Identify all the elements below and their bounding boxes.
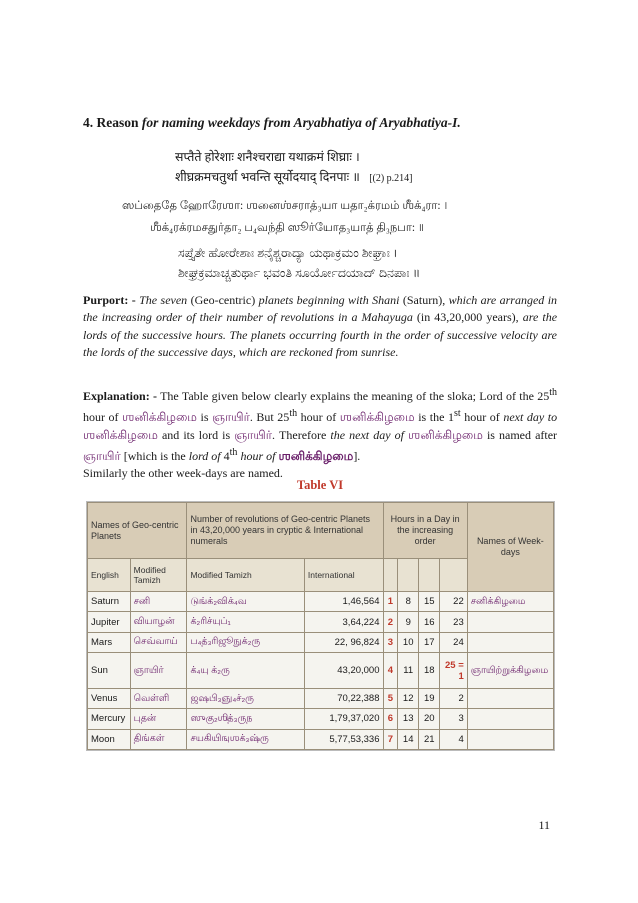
cell-english: Moon — [88, 729, 131, 749]
cell-tamil-name: திங்கள் — [130, 729, 187, 749]
cell-cryptic: டுங்க்₂விக்₄வ — [187, 592, 304, 612]
cell-weekday — [467, 632, 553, 652]
verse-kannada-line-2: ಶೀಘ್ರಕ್ರಮಾಚ್ಚತುರ್ಥಾ ಭವಂತಿ ಸೂರ್ಯೋದಯಾದ್ ದಿನಪಾಃ ॥ — [178, 266, 421, 280]
cell-hour-2: 13 — [398, 709, 419, 729]
cell-hour-1: 3 — [383, 632, 398, 652]
cell-hour-1: 2 — [383, 612, 398, 632]
cell-tamil-name: புதன் — [130, 709, 187, 729]
subheader-english: English — [88, 559, 131, 592]
cell-cryptic: க்₂ரிச்யுப்₁ — [187, 612, 304, 632]
cell-international: 1,79,37,020 — [304, 709, 383, 729]
subheader-international: International — [304, 559, 383, 592]
verse-tamil-line-1: ஸப்தைதே ஹோரேஶா: ஶனைஶ்சராத்₃யா யதா₂க்ரமம் ஶீக்₄ரா: । — [122, 200, 448, 212]
cell-hour-3: 19 — [419, 688, 440, 708]
verse-devanagari-line-2: शीघ्रक्रमचतुर्था भवन्ति सूर्योदयाद् दिनपाः ॥ [(2) p.214] — [175, 170, 413, 184]
planets-table — [86, 501, 555, 751]
table-row — [88, 592, 554, 612]
cell-hour-3: 20 — [419, 709, 440, 729]
cell-english: Venus — [88, 688, 131, 708]
cell-hour-3: 17 — [419, 632, 440, 652]
cell-english: Jupiter — [88, 612, 131, 632]
cell-hour-3: 16 — [419, 612, 440, 632]
verse-devanagari-line-1: सप्तैते होरेशाः शनैश्चराद्या यथाक्रमं शिघ्राः । — [175, 150, 360, 164]
cell-english: Mercury — [88, 709, 131, 729]
verse-tamil-line-2: ஶீக்₄ரக்ரமசதுர்தா₂ ப₄வந்தி ஸூர்யோத₃யாத் தி₃நபா: ॥ — [150, 222, 424, 234]
table-row — [88, 729, 554, 749]
header-planet-names: Names of Geo-centric Planets — [88, 503, 187, 559]
header-revolutions: Number of revolutions of Geo-centric Planets in 43,20,000 years in cryptic & International numerals — [187, 503, 383, 559]
cell-hour-4: 23 — [440, 612, 468, 632]
cell-tamil-name: ஞாயிர் — [130, 653, 187, 689]
cell-weekday — [467, 612, 553, 632]
verse-kannada-line-1: ಸಪ್ತೈತೇ ಹೋರೇಶಾಃ ಶನೈಶ್ಚರಾದ್ಯಾ ಯಥಾಕ್ರಮಂ ಶೀಘ್ರಾಃ । — [178, 246, 398, 260]
cell-english: Saturn — [88, 592, 131, 612]
header-hours: Hours in a Day in the increasing order — [383, 503, 467, 559]
cell-tamil-name: சனி — [130, 592, 187, 612]
cell-cryptic: ஸுகு₂ஶித்₃ருந — [187, 709, 304, 729]
table-caption: Table VI — [296, 478, 344, 492]
cell-tamil-name: வியாழன் — [130, 612, 187, 632]
cell-weekday: சனிக்கிழமை — [467, 592, 553, 612]
explanation-paragraph: Explanation: - The Table given below clearly explains the meaning of the sloka; Lord of the 25th hour of ஶனிக்கிழமை is ஞாயிர். But 25th hour of ஶனிக்கிழமை is the 1st hour of next day to ஶனிக்கிழமை and its lord is ஞாயிர். Therefore the next day of ஶனிக்கிழமை is named after ஞாயிர் [which is the lord of 4th hour of ஶனிக்கிழமை]. Similarly the other week-days are named. — [83, 387, 558, 481]
cell-weekday — [467, 709, 553, 729]
section-heading: 4. Reason for naming weekdays from Aryabhatiya of Aryabhatiya-I. — [83, 115, 461, 130]
table-row — [88, 632, 554, 652]
cell-cryptic: ப₄த்₃ரிஜூநுக்₂ரு — [187, 632, 304, 652]
cell-hour-2: 10 — [398, 632, 419, 652]
verse-reference: [(2) p.214] — [369, 173, 413, 184]
cell-hour-2: 11 — [398, 653, 419, 689]
cell-english: Mars — [88, 632, 131, 652]
cell-international: 22, 96,824 — [304, 632, 383, 652]
cell-hour-1: 6 — [383, 709, 398, 729]
cell-hour-4: 3 — [440, 709, 468, 729]
cell-weekday — [467, 688, 553, 708]
table-row — [88, 653, 554, 689]
cell-hour-2: 12 — [398, 688, 419, 708]
cell-hour-4: 24 — [440, 632, 468, 652]
subheader-modified-tamizh: Modified Tamizh — [187, 559, 304, 592]
cell-cryptic: சயகியிஙுஶக்₃ஷ்ரு — [187, 729, 304, 749]
header-weekdays: Names of Week-days — [467, 503, 553, 592]
cell-hour-2: 9 — [398, 612, 419, 632]
page-number: 11 — [538, 818, 550, 832]
cell-cryptic: ஜஷபி₃ஞு₄ச்₂ரு — [187, 688, 304, 708]
cell-hour-4: 22 — [440, 592, 468, 612]
cell-english: Sun — [88, 653, 131, 689]
cell-tamil-name: செவ்வாய் — [130, 632, 187, 652]
subheader-modified: Modified Tamizh — [130, 559, 187, 592]
cell-hour-3: 15 — [419, 592, 440, 612]
cell-hour-2: 8 — [398, 592, 419, 612]
cell-international: 70,22,388 — [304, 688, 383, 708]
cell-weekday — [467, 729, 553, 749]
cell-hour-1: 7 — [383, 729, 398, 749]
cell-tamil-name: வெள்ளி — [130, 688, 187, 708]
cell-cryptic: க்₄யு க்₂ரு — [187, 653, 304, 689]
table-row — [88, 709, 554, 729]
cell-weekday: ஞாயிற்றுக்கிழமை — [467, 653, 553, 689]
table-row — [88, 688, 554, 708]
cell-hour-4: 2 — [440, 688, 468, 708]
purport-paragraph: Purport: - The seven (Geo-centric) planets beginning with Shani (Saturn), which are arranged in the increasing order of their number of revolutions in a Mahayuga (in 43,20,000 years), are the lords of the successive hours. The planets occurring fourth in the order of successive velocity are the lords of the successive days, which are reckoned from sunrise. — [83, 293, 558, 359]
cell-hour-1: 5 — [383, 688, 398, 708]
cell-international: 3,64,224 — [304, 612, 383, 632]
table-row — [88, 612, 554, 632]
cell-hour-2: 14 — [398, 729, 419, 749]
cell-international: 43,20,000 — [304, 653, 383, 689]
cell-hour-4: 4 — [440, 729, 468, 749]
cell-hour-3: 21 — [419, 729, 440, 749]
cell-hour-1: 1 — [383, 592, 398, 612]
cell-hour-3: 18 — [419, 653, 440, 689]
cell-international: 1,46,564 — [304, 592, 383, 612]
cell-hour-4: 25 = 1 — [440, 653, 468, 689]
cell-hour-1: 4 — [383, 653, 398, 689]
cell-international: 5,77,53,336 — [304, 729, 383, 749]
